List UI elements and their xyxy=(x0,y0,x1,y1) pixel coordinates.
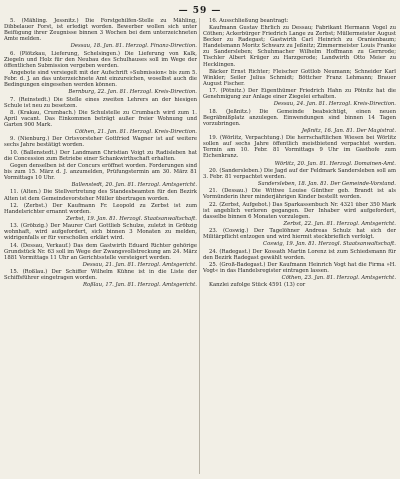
notice-signature: Ballenstedt, 20. Jan. 81. Herzogl. Amtsgericht. xyxy=(71,182,197,189)
notice-heading: 15. (Roßlau.) Der Schiffer Wilhelm Kühne ist in die Liste der Schiffsführer eingetragen worden. xyxy=(4,269,197,282)
notice-heading: 23. (Coswig.) Der Tagelöhner Andreas Schulz hat sich der Militärpflicht entzogen und wird hiermit steckbrieflich verfolgt. xyxy=(203,228,396,241)
notice-signature: Bernburg, 22. Jan. 81. Herzogl. Kreis-Direction. xyxy=(68,89,197,96)
notice-heading: 20. (Sandersleben.) Die Jagd auf der Feldmark Sandersleben soll am 3. Febr. 81 verpachtet werden. xyxy=(203,167,396,180)
notice-heading: 13. (Gröbzig.) Der Maurer Carl Gottlieb Schulze, zuletzt in Gröbzig wohnhaft, wird aufgefordert, sich binnen 3 Monaten zu melden, widrigenfalls er für verschollen erklärt wird. xyxy=(4,223,197,242)
notice-heading: 11. (Alten.) Die Stellvertretung des Standesbeamten für den Bezirk Alten ist dem Gemeindevorsteher Müller übertragen worden. xyxy=(4,189,197,202)
notice-heading: 12. (Zerbst.) Der Kaufmann Fr. Leopold zu Zerbst ist zum Handelsrichter ernannt worden. xyxy=(4,202,197,215)
notice-signature: Dessau, 21. Jan. 81. Herzogl. Amtsgericht. xyxy=(82,261,197,268)
notice-text: Gegen denselben ist der Concurs eröffnet worden. Forderungen sind bis zum 15. März d. J. anzumelden, Prüfungstermin am 30. März 81 Vormittags 10 Uhr. xyxy=(4,162,197,181)
right-column xyxy=(203,18,396,474)
notice-signature: Cöthen, 23. Jan. 81. Herzogl. Amtsgericht. xyxy=(281,275,396,282)
notice-signature: Sandersleben, 18. Jan. 81. Der Gemeinde-Vorstand. xyxy=(257,181,396,188)
notice-signature: Wörlitz, 20. Jan. 81. Herzogl. Domainen-Amt. xyxy=(274,160,396,167)
notice-heading: 10. (Ballenstedt.) Der Landmann Christian Voigt zu Radisleben hat die Concession zum Betriebe einer Schankwirthschaft erhalten. xyxy=(4,149,197,162)
notice-heading: 21. (Dessau.) Die Wittwe Louise Günther geb. Brandt ist als Vormünderin ihrer minderjährigen Kinder bestellt worden. xyxy=(203,188,396,201)
notice-signature: Zerbst, 22. Jan. 81. Herzogl. Amtsgericht. xyxy=(283,220,396,227)
notice-heading: 24. (Radegast.) Der Kossath Martin Lorenz ist zum Schiedsmann für den Bezirk Radegast gewählt worden. xyxy=(203,248,396,261)
notice-signature: Dessau, 24. Jan. 81. Herzogl. Kreis-Direction. xyxy=(273,101,396,108)
notice-signature: Jeßnitz, 16. Jan. 81. Der Magistrat. xyxy=(301,127,396,134)
notice-text: Bäcker Ernst Richter; Fleischer Gottlob Neumann; Schneider Karl Winkler; Seiler Julius Schmidt; Böttcher Franz Lehmann; Brauer August Fischer. xyxy=(203,68,396,87)
notice-heading: 17. (Pötnitz.) Der Eigenthümer Friedrich Hahn zu Pötnitz hat die Genehmigung zur Anlage einer Ziegelei erhalten. xyxy=(203,88,396,101)
notice-signature: Zerbst, 19. Jan. 81. Herzogl. Staatsanwaltschaft. xyxy=(66,216,197,223)
column-divider xyxy=(199,18,200,474)
notice-heading: 9. (Nienburg.) Der Ortsvorsteher Gottfried Wagner ist auf weitere sechs Jahre bestätigt worden. xyxy=(4,136,197,149)
notice-signature: Roßlau, 17. Jan. 81. Herzogl. Amtsgericht. xyxy=(83,282,197,289)
notice-signature: Dessau, 18. Jan. 81. Herzogl. Finanz-Direction. xyxy=(70,43,197,50)
notice-heading: 5. (Mähling. Jessnitz.) Die Forstgehilfen-Stelle zu Mähling, Dibbelauer Forst, ist erledigt worden. Bewerber wollen sich unter Beifügung ihrer Zeugnisse binnen 3 Wochen bei dem unterzeichneten Amte melden. xyxy=(4,18,197,43)
notice-heading: 18. (Jeßnitz.) Die Gemeinde beabsichtigt, einen neuen Begräbnißplatz anzulegen. Einwendungen sind binnen 14 Tagen vorzubringen. xyxy=(203,108,396,127)
notice-signature: Coswig, 19. Jan. 81. Herzogl. Staatsanwaltschaft. xyxy=(263,241,396,248)
notice-heading: 7. (Reinstedt.) Die Stelle eines zweiten Lehrers an der hiesigen Schule ist neu zu besetzen. xyxy=(4,96,197,109)
notice-heading: 8. (Krakau, Crumbach.) Die Schulstelle zu Crumbach wird zum 1. April vacant. Das Einkommen beträgt außer freier Wohnung und Garten 900 Mark. xyxy=(4,109,197,128)
notice-heading: 22. (Zerbst, Aufgebot.) Das Sparkassenbuch Nr. 4321 über 350 Mark ist angeblich verloren gegangen. Der Inhaber wird aufgefordert, dasselbe binnen 6 Monaten vorzulegen. xyxy=(203,201,396,220)
notice-heading: 14. (Dessau, Verkauf.) Das dem Gastwirth Eduard Richter gehörige Grundstück Nr. 63 soll im Wege der Zwangsvollstreckung am 24. März 1881 Vormittags 11 Uhr an Gerichtsstelle versteigert werden. xyxy=(4,242,197,261)
notice-heading: 16. Ausschließung beantragt: xyxy=(209,18,289,24)
notice-text: Kaufmann Gustav Ehrlich zu Dessau; Fabrikant Hermann Vogel zu Cöthen; Ackerbürger Friedrich Lange zu Zerbst; Müllermeister August Becker zu Radegast; Gastwirth Carl Heinrich zu Oranienbaum; Handelsmann Moritz Schwarz zu Jeßnitz; Zimmermeister Louis Franke zu Sandersleben; Schuhmacher Wilhelm Hoffmann zu Gernrode; Tischler Albert Krüger zu Harzgerode; Landwirth Otto Meier zu Hecklingen. xyxy=(203,25,396,68)
notice-heading: 19. (Wörlitz, Verpachtung.) Die herrschaftlichen Wiesen bei Wörlitz sollen auf sechs Jahre öffentlich meistbietend verpachtet werden. Termin am 10. Febr. 81 Vormittags 9 Uhr im Gasthofe zum Eichenkranz. xyxy=(203,135,396,160)
notice-heading: 6. (Plötzkau, Lieferung, Schelsingen.) Die Lieferung von Kalk, Ziegeln und Holz für den Neubau des Schulhauses soll im Wege der öffentlichen Submission vergeben werden. xyxy=(4,50,197,69)
notice-heading: 25. (Groß-Badegast.) Der Kaufmann Heinrich Vogt hat die Firma »H. Vogt« in das Handelsregister eintragen lassen. xyxy=(203,261,396,274)
notice-text: Angebote sind versiegelt mit der Aufschrift »Submission« bis zum 5. Febr. d. J. an das unterzeichnete Amt einzureichen, woselbst auch die Bedingungen eingesehen werden können. xyxy=(4,69,197,89)
page-number: — 59 — xyxy=(178,6,222,16)
notice-signature: Cöthen, 21. Jan. 81. Herzogl. Kreis-Direction. xyxy=(74,129,197,136)
left-column xyxy=(4,18,197,474)
notice-text: Kanzlei zufolge Stück 4591 (13) cor xyxy=(209,282,306,289)
